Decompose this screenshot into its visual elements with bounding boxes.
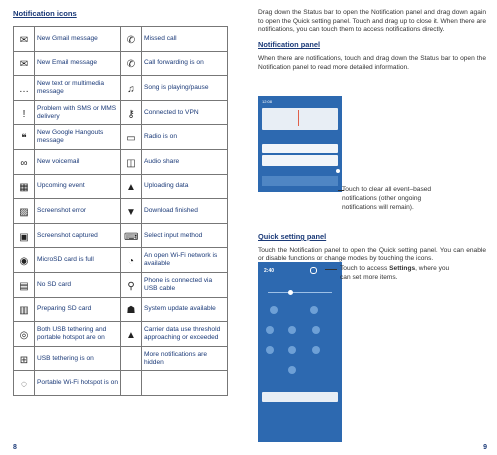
icon-cell (14, 297, 35, 322)
notification-card[interactable] (262, 108, 338, 130)
label-cell: Radio is on (142, 125, 228, 150)
notification-card[interactable] (262, 155, 338, 166)
call-forwarding-icon: ✆ (126, 59, 136, 71)
label-cell: Screenshot error (35, 199, 121, 224)
icon-cell (121, 223, 142, 248)
label-cell: Upcoming event (35, 174, 121, 199)
sms-problem-icon: ! (22, 108, 26, 120)
upload-icon: ▲ (126, 182, 136, 194)
icon-cell (14, 272, 35, 297)
label-cell: MicroSD card is full (35, 248, 121, 273)
icon-cell (14, 149, 35, 174)
quick-time: 2:40 (264, 268, 275, 274)
table-row (14, 100, 228, 125)
brightness-thumb[interactable] (288, 290, 293, 295)
status-time: 12:08 (262, 99, 273, 104)
icon-cell (121, 322, 142, 347)
open-wifi-icon: ◔ (127, 256, 135, 268)
label-cell: New Gmail message (35, 27, 121, 52)
icon-cell (14, 125, 35, 150)
drag-indicator (298, 110, 299, 126)
icon-cell (121, 100, 142, 125)
label-cell: Connected to VPN (142, 100, 228, 125)
label-cell: Phone is connected via USB cable (142, 272, 228, 297)
icon-cell (14, 371, 35, 396)
notification-card[interactable] (262, 392, 338, 402)
settings-callout (340, 264, 450, 282)
callout-settings-word: Settings (389, 265, 416, 272)
icon-cell (121, 174, 142, 199)
label-cell: No SD card (35, 272, 121, 297)
clear-all-icon[interactable] (336, 169, 340, 173)
table-row (14, 199, 228, 224)
usb-icon: ⚲ (127, 280, 135, 292)
screenshot-icon: ▣ (19, 231, 29, 243)
sd-preparing-icon: ▥ (19, 305, 29, 317)
quick-setting-heading: Quick setting panel (258, 232, 327, 241)
quick-setting-screenshot (258, 262, 342, 442)
email-icon: ✉ (19, 59, 29, 71)
sd-full-icon: ◉ (19, 256, 29, 268)
icon-cell (14, 51, 35, 76)
missed-call-icon: ✆ (126, 34, 136, 46)
icon-cell (14, 100, 35, 125)
table-row (14, 346, 228, 371)
table-row (14, 272, 228, 297)
icon-cell (121, 248, 142, 273)
icon-cell (121, 199, 142, 224)
quick-setting-section (258, 227, 486, 264)
intro-paragraph: Drag down the Status bar to open the Notification panel and drag down again to open the Quick setting panel. Touch and drag up to close it. When there are notifications, you can touch them to access notifications directly. (258, 9, 486, 34)
android-icon: ☗ (126, 305, 136, 317)
label-cell: Carrier data use threshold approaching or exceeded (142, 322, 228, 347)
icon-cell (14, 174, 35, 199)
keyboard-icon: ⌨ (124, 231, 139, 243)
table-row (14, 322, 228, 347)
label-cell: An open Wi-Fi network is available (142, 248, 228, 273)
label-cell: Missed call (142, 27, 228, 52)
quick-setting-paragraph: Touch the Notification panel to open the Quick setting panel. You can enable or disable functions or change modes by touching the icons. (258, 246, 486, 263)
label-cell: Both USB tethering and portable hotspot are on (35, 322, 121, 347)
quick-tile[interactable] (312, 346, 320, 354)
settings-icon[interactable] (310, 267, 317, 274)
notification-panel-paragraph: When there are notifications, touch and drag down the Status bar to open the Notification panel to read more detailed information. (258, 54, 486, 71)
table-row (14, 223, 228, 248)
label-cell: System update available (142, 297, 228, 322)
icon-cell (121, 346, 142, 371)
calendar-icon: ▦ (19, 182, 29, 194)
callout-leader (325, 269, 337, 270)
icon-cell (121, 76, 142, 101)
label-cell: New Google Hangouts message (35, 125, 121, 150)
label-cell: Uploading data (142, 174, 228, 199)
music-icon: ♫ (127, 83, 135, 95)
quick-tile[interactable] (270, 306, 278, 314)
label-cell: New voicemail (35, 149, 121, 174)
table-row (14, 297, 228, 322)
table-row (14, 125, 228, 150)
table-row (14, 76, 228, 101)
icon-cell (14, 248, 35, 273)
sms-icon: … (19, 83, 29, 95)
callout-text: Touch to access (340, 265, 390, 272)
hangouts-icon: ❝ (21, 133, 27, 145)
icon-cell (121, 51, 142, 76)
quick-tile[interactable] (312, 326, 320, 334)
notification-panel-heading: Notification panel (258, 40, 321, 50)
quick-tile[interactable] (266, 346, 274, 354)
clear-all-callout: Touch to clear all event–based notifications (other ongoing notifications will remain). (342, 186, 432, 211)
label-cell: Portable Wi-Fi hotspot is on (35, 371, 121, 396)
icon-cell (121, 371, 142, 396)
page-number-left: 8 (13, 444, 17, 451)
label-cell (142, 371, 228, 396)
notification-panel-section (258, 9, 486, 72)
table-row (14, 371, 228, 396)
label-cell: Screenshot captured (35, 223, 121, 248)
icon-cell (121, 125, 142, 150)
vpn-key-icon: ⚷ (127, 108, 135, 120)
icon-cell (121, 27, 142, 52)
quick-tile[interactable] (266, 326, 274, 334)
gmail-icon: ✉ (19, 34, 29, 46)
label-cell: USB tethering is on (35, 346, 121, 371)
section-heading: Notification icons (13, 9, 77, 18)
icon-cell (14, 223, 35, 248)
icon-cell (14, 76, 35, 101)
warning-icon: ▲ (126, 329, 136, 341)
table-row (14, 51, 228, 76)
notification-icons-table (13, 26, 228, 396)
quick-tile[interactable] (310, 306, 318, 314)
label-cell: Download finished (142, 199, 228, 224)
label-cell: Problem with SMS or MMS delivery (35, 100, 121, 125)
download-icon: ▼ (126, 206, 136, 218)
label-cell: Audio share (142, 149, 228, 174)
tether-hotspot-icon: ◎ (19, 329, 29, 341)
radio-icon: ▭ (126, 133, 136, 145)
table-row (14, 248, 228, 273)
table-row (14, 149, 228, 174)
label-cell: Select input method (142, 223, 228, 248)
label-cell: Song is playing/pause (142, 76, 228, 101)
icon-cell (121, 149, 142, 174)
label-cell: New Email message (35, 51, 121, 76)
usb-tether-icon: ⊞ (19, 354, 29, 366)
label-cell: Preparing SD card (35, 297, 121, 322)
hotspot-icon: ◌ (21, 379, 27, 391)
table-row (14, 174, 228, 199)
label-cell: New text or multimedia message (35, 76, 121, 101)
icon-cell (14, 199, 35, 224)
notification-card[interactable] (262, 144, 338, 153)
icon-cell (14, 346, 35, 371)
screenshot-error-icon: ▨ (19, 206, 29, 218)
brightness-slider[interactable] (268, 292, 332, 293)
audio-share-icon: ◫ (126, 157, 136, 169)
label-cell: More notifications are hidden (142, 346, 228, 371)
quick-tiles-row (262, 176, 338, 186)
icon-cell (14, 27, 35, 52)
table-row (14, 27, 228, 52)
notification-icons-section (13, 9, 228, 396)
icon-cell (14, 322, 35, 347)
quick-tile[interactable] (288, 326, 296, 334)
no-sd-icon: ▤ (19, 280, 29, 292)
voicemail-icon: ∞ (20, 157, 28, 169)
page-number-right: 9 (483, 444, 487, 451)
quick-tile[interactable] (288, 346, 296, 354)
callout-text: , where you can set more items. (340, 265, 450, 281)
quick-tile[interactable] (288, 366, 296, 374)
icon-cell (121, 272, 142, 297)
notification-panel-screenshot (258, 96, 342, 192)
label-cell: Call forwarding is on (142, 51, 228, 76)
icon-cell (121, 297, 142, 322)
